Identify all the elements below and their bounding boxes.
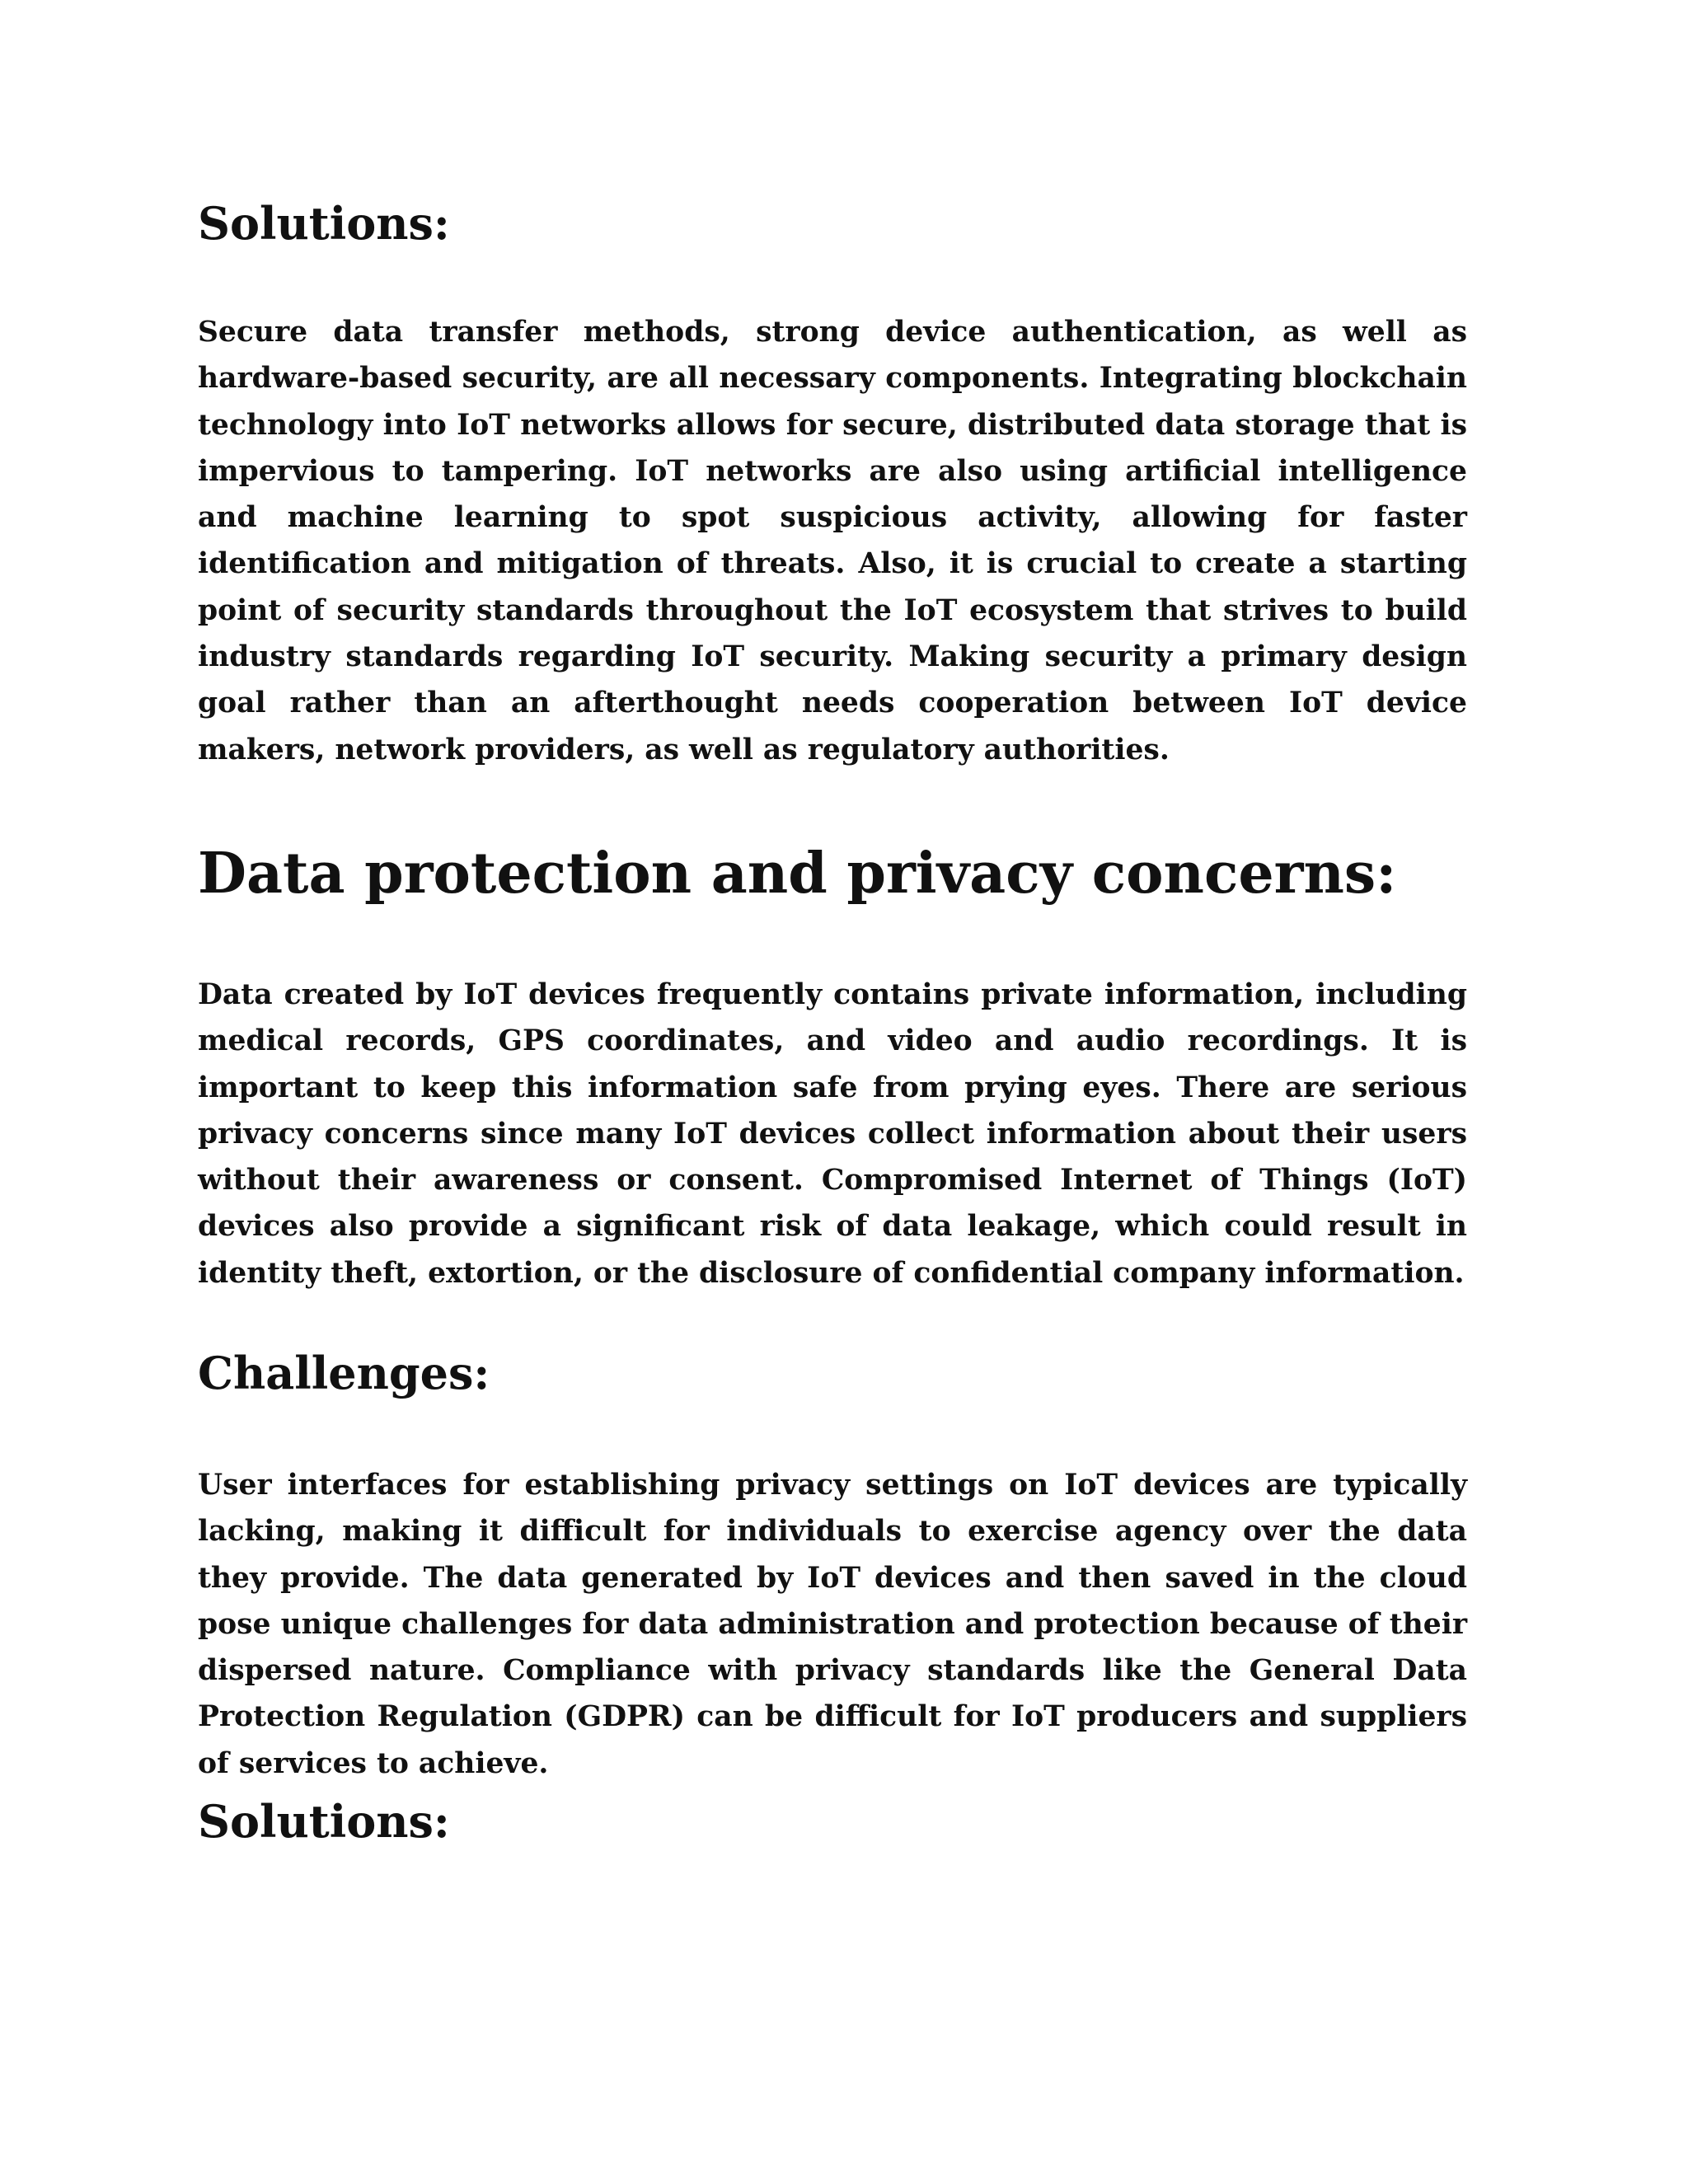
section-heading-solutions-continued: Solutions: [198,1795,450,1848]
data-protection-paragraph: Data created by IoT devices frequently contains private information, including medical records, GPS coordinates, and video and audio recordings. It is important to keep this information safe from prying eyes. There are serious privacy concerns since many IoT devices collect information about their users without their awareness or consent. Compromised Internet of Things (IoT) devices also provide a significant risk of data leakage, which could result in identity theft, extortion, or the disclosure of confidential company information. [198,978,1467,1290]
solutions-paragraph: Secure data transfer methods, strong device authentication, as well as hardware-based security, are all necessary components. Integrating blockchain technology into IoT networks allows for secure, distributed data storage that is impervious to tampering. IoT networks are also using artificial intelligence and machine learning to spot suspicious activity, allowing for faster identification and mitigation of threats. Also, it is crucial to create a starting point of security standards throughout the IoT ecosystem that strives to build industry standards regarding IoT security. Making security a primary design goal rather than an afterthought needs cooperation between IoT device makers, network providers, as well as regulatory authorities. [198,316,1467,766]
challenges-paragraph: User interfaces for establishing privacy settings on IoT devices are typically lacking, making it difficult for individuals to exercise agency over the data they provide. The data generated by IoT devices and then saved in the cloud pose unique challenges for data administration and protection because of their dispersed nature. Compliance with privacy standards like the General Data Protection Regulation (GDPR) can be difficult for IoT producers and suppliers of services to achieve. [198,1469,1467,1780]
document-page [198,0,1467,2184]
section-heading-data-protection: Data protection and privacy concerns: [198,841,1397,907]
section-heading-solutions: Solutions: [198,197,450,250]
section-heading-challenges: Challenges: [198,1347,490,1399]
